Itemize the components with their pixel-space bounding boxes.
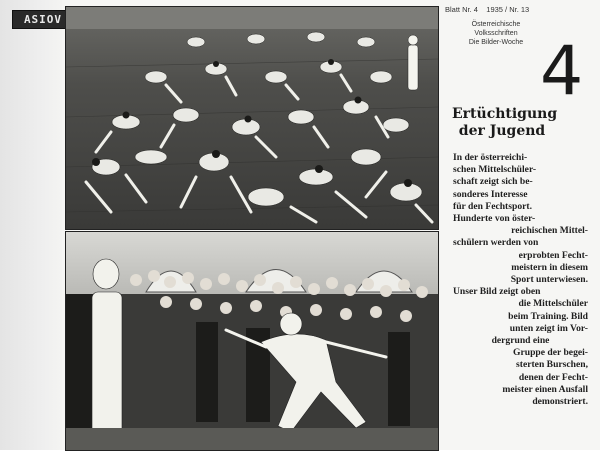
article-body — [453, 152, 588, 408]
photo-top-image — [66, 7, 438, 229]
body-line: erprobten Fecht- — [518, 249, 588, 261]
publisher-line-1: Österreichische — [471, 21, 521, 28]
publisher-line-3: Die Bilder-Woche — [468, 39, 524, 46]
body-line: dergrund eine — [491, 335, 550, 347]
body-line: die Mittelschüler — [518, 298, 588, 310]
article-title-line-1: Ertüchtigung — [452, 106, 558, 122]
body-line: unten zeigt im Vor- — [509, 322, 588, 334]
photo-top-training — [65, 6, 439, 230]
article-title — [452, 106, 558, 140]
body-line: beim Training. Bild — [508, 310, 588, 322]
body-line: In der österreichi- — [453, 152, 528, 163]
body-line: schaft zeigt sich be- — [453, 176, 533, 188]
body-line: Sport unterwiesen. — [510, 274, 588, 286]
issue-number: 1935 / Nr. 13 — [486, 5, 530, 14]
body-line: schülern werden von — [453, 237, 539, 249]
body-line: für den Fechtsport. — [453, 200, 532, 212]
body-line: Unser Bild zeigt oben — [453, 286, 541, 298]
body-line: denen der Fecht- — [518, 371, 588, 383]
page-margin — [0, 0, 62, 450]
issue-header — [445, 5, 595, 46]
body-line: Gruppe der begei- — [513, 347, 588, 359]
body-line: meister einen Ausfall — [502, 383, 588, 395]
body-line: schen Mittelschüler- — [453, 164, 537, 176]
body-line: Hunderte von öster- — [453, 213, 536, 225]
archive-logo: ASIOV — [12, 10, 74, 29]
sheet-number: Blatt Nr. 4 — [445, 5, 478, 14]
body-line: sonderes Interesse — [453, 188, 528, 200]
page-number: 4 — [540, 32, 584, 111]
body-line: sterten Burschen, — [516, 359, 588, 371]
photo-bottom-image — [66, 232, 438, 450]
body-line: meistern in diesem — [511, 261, 588, 273]
body-line: demonstriert. — [532, 396, 588, 408]
body-line: reichischen Mittel- — [511, 225, 588, 237]
publisher-line-2: Volksschriften — [474, 30, 518, 37]
photo-bottom-demonstration — [65, 231, 439, 451]
article-title-line-2: der Jugend — [458, 123, 546, 139]
